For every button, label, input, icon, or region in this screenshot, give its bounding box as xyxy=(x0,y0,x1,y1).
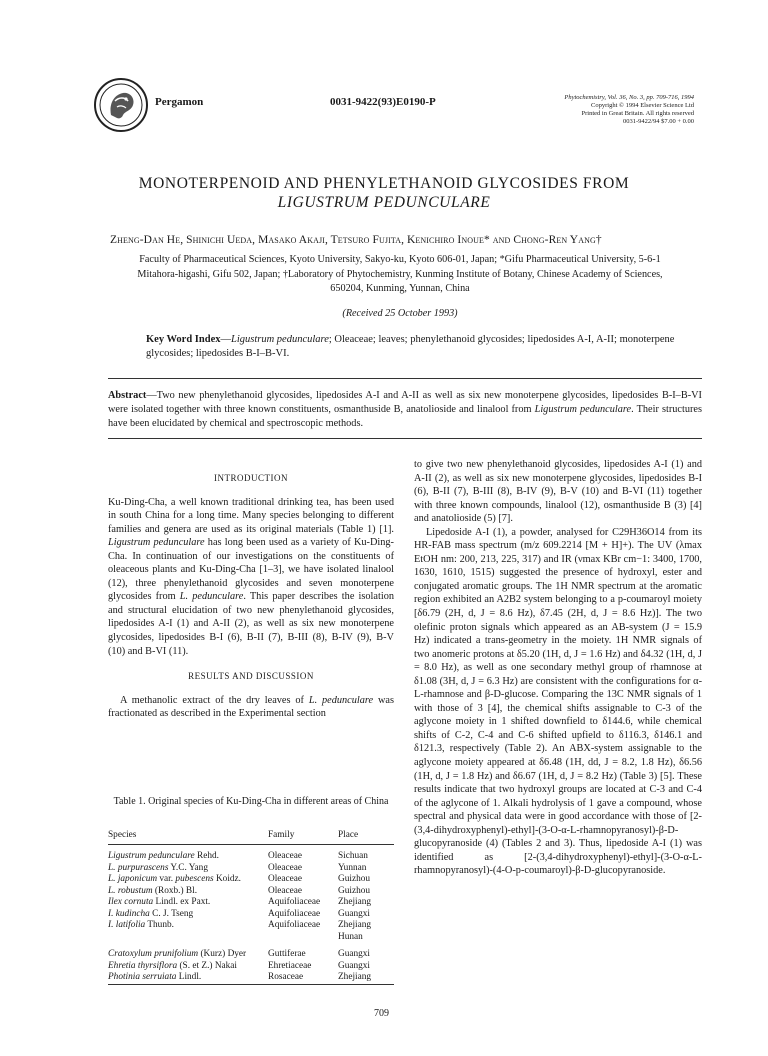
cell-place: Zhejiang xyxy=(338,920,372,930)
journal-info xyxy=(480,94,694,126)
species-genus: Photinia serruiata xyxy=(108,972,177,982)
right-paragraph-2: Lipedoside A-I (1), a powder, analysed for C29H36O14 from its HR-FAB mass spectrum (m/z 609.2214 [M + H]+). The UV (λmax EtOH nm: 200, 213, 225, 317) and IR (νmax KBr cm−1: 3400, 1700, 1630, 1610, 1515) suggested the presence of hydroxyl, ester and conjugated aromatic groups. The 1H NMR spectrum at the aromatic region exhibited an A2B2 system belonging to a p-coumaroyl moiety [δ6.79 (2H, d, J = 8.6 Hz), δ7.45 (2H, d, J = 8.6 Hz)]. The two olefinic proton signals which appeared as an AB-system (J = 15.9 Hz) indicated a trans-geometry in the moiety. 1H NMR signals of two anomeric protons at δ5.20 (1H, d, J = 1.6 Hz) and δ4.32 (1H, d, J = 8.0 Hz), as well as one secondary methyl group of rhamnose at δ1.08 (3H, d, J = 6.3 Hz) are consistent with the configurations for α-L-rhamnose and β-D-glucose. Comparing the 13C NMR signals of 1 with those of 3 [4], the chemical shifts assignable to C-3 of the aglycone moiety in 1 shifted downfield to δ144.6, while chemical shifts of C-2, C-4 and C-6 shifted upfield to δ116.3, δ146.1 and δ121.3, respectively (Table 2). An ABX-system assignable to the aglycone moiety appeared at δ6.48 (1H, dd, J = 8.2, 1.8 Hz), δ6.56 (1H, d, J = 1.8 Hz) and δ6.67 (1H, d, J = 8.2 Hz) (Table 3) [5]. These results indicate that two hydroxyl groups are located at C-3 and C-4 of the aglycone of 1. Alkali hydrolysis of 1 gave a compound, whose spectral and physical data were in good accordance with those of [2-(3,4-dihydroxyphenyl)-ethyl]-(3-O-α-L-rhamnopyranosyl)-β-D-glucopyranoside (4) (Tables 2 and 3). Thus, lipedoside A-I (1) was identified as [2-(3,4-dihydroxyphenyl)-ethyl]-(3-O-α-L-rhamnopyranosyl)-(4-O-p-coumaroyl)-β-D-glucopyranoside. xyxy=(414,526,702,877)
title-line-2: LIGUSTRUM PEDUNCULARE xyxy=(277,194,491,211)
results-species: L. pedunculare xyxy=(308,694,374,706)
cell-species xyxy=(108,897,268,909)
cell-species xyxy=(108,972,268,984)
col-header-species: Species xyxy=(108,826,268,845)
intro-text-1: Ku-Ding-Cha, a well known traditional drinking tea, has been used in south China for a long time. Many species belonging to different families and genera are used as its original materials (Table 1) [1]. xyxy=(108,496,394,535)
species-author: Y.C. Yang xyxy=(168,862,208,873)
left-column xyxy=(108,472,394,721)
species-genus: Ehretia thyrsiflora xyxy=(108,960,178,971)
page-number: 709 xyxy=(374,1008,389,1019)
cell-place: Hunan xyxy=(338,931,363,942)
cell-family: Aquifoliaceae xyxy=(268,897,321,907)
cell-place: Zhejiang xyxy=(338,897,372,907)
species-genus: L. purpurascens xyxy=(108,862,169,873)
cell-family: Aquifoliaceae xyxy=(268,908,321,919)
species-author: Thunb. xyxy=(145,920,174,930)
table-row xyxy=(108,943,394,961)
table-row xyxy=(108,920,394,932)
abstract xyxy=(108,389,702,431)
species-table xyxy=(108,826,394,985)
species-genus: Ligustrum pedunculare xyxy=(108,851,195,861)
cell-place: Zhejiang xyxy=(338,972,394,984)
table-caption: Table 1. Original species of Ku-Ding-Cha in different areas of China xyxy=(113,796,389,807)
species-author: (Kurz) Dyer xyxy=(198,949,247,959)
cell-family: Oleaceae xyxy=(268,862,303,873)
species-author: Lindl. xyxy=(176,972,202,982)
table-row xyxy=(108,972,394,984)
received-date: (Received 25 October 1993) xyxy=(342,308,458,319)
species-genus: L. robustum xyxy=(108,885,153,896)
journal-copyright: Copyright © 1994 Elsevier Science Ltd xyxy=(591,102,694,109)
cell-species xyxy=(108,961,268,973)
article-title xyxy=(90,174,678,212)
species-author: Rehd. xyxy=(194,851,219,861)
species-genus: I. kudincha xyxy=(108,908,150,919)
cell-place: Guizhou xyxy=(338,885,371,896)
abstract-bottom-rule xyxy=(108,438,702,439)
table-row xyxy=(108,909,394,921)
author-list: Zheng-Dan He, Shinichi Ueda, Masako Akaji, Tetsuro Fujita, Kenichiro Inoue* and Chong-Ren Yang† xyxy=(110,234,602,246)
results-text-1: A methanolic extract of the dry leaves of xyxy=(120,694,309,706)
cell-place: Yunnan xyxy=(338,862,367,873)
introduction-heading: INTRODUCTION xyxy=(214,473,288,483)
cell-family: Aquifoliaceae xyxy=(268,920,321,930)
cell-family: Oleaceae xyxy=(268,874,303,884)
species-author: Lindl. ex Paxt. xyxy=(153,897,211,907)
cell-species xyxy=(108,932,268,944)
cell-family xyxy=(268,932,338,944)
species-genus: Cratoxylum prunifolium xyxy=(108,949,199,959)
table-row xyxy=(108,961,394,973)
species-author: (Roxb.) Bl. xyxy=(152,885,198,896)
cell-species xyxy=(108,863,268,875)
publisher-name: Pergamon xyxy=(155,96,204,108)
species-genus: I. latifolia xyxy=(108,920,146,930)
introduction-paragraph xyxy=(108,496,394,659)
col-header-place: Place xyxy=(338,826,394,845)
keyword-dash: — xyxy=(220,334,231,345)
journal-printed: Printed in Great Britain. All rights reserved xyxy=(581,110,694,117)
cell-family: Ehretiaceae xyxy=(268,960,312,971)
species-author-2: Koidz. xyxy=(213,874,242,884)
intro-species-1: Ligustrum pedunculare xyxy=(108,537,205,549)
received-value: 25 October 1993 xyxy=(382,308,455,319)
abstract-label: Abstract xyxy=(108,390,147,401)
keyword-terms: ; Oleaceae; leaves; phenylethanoid glycosides; lipedosides A-I, A-II; monoterpene glycosides; lipedosides B-I–B-VI. xyxy=(146,334,675,359)
publisher-logo xyxy=(93,77,149,133)
affiliation-line-2: Mitahora-higashi, Gifu 502, Japan; †Laboratory of Phytochemistry, Kunming Institute of Botany, Chinese Academy of Sciences, xyxy=(137,268,663,280)
abstract-text-1: —Two new phenylethanoid glycosides, lipedosides A-I and A-II as well as six new monoterpene glycosides, lipedosides B-I–B-VI were isolated together with three known constituents, osmanthuside B, anatolioside and linalool from xyxy=(108,390,702,415)
table-row xyxy=(108,863,394,875)
cell-place: Guangxi xyxy=(338,949,371,959)
title-line-1: MONOTERPENOID AND PHENYLETHANOID GLYCOSIDES FROM xyxy=(138,175,630,192)
table-row xyxy=(108,897,394,909)
results-paragraph xyxy=(108,694,394,721)
results-text-2: was fractionated as described in the Experimental section xyxy=(108,694,395,720)
species-author: C. J. Tseng xyxy=(149,908,194,919)
cell-species xyxy=(108,943,268,961)
affiliation-line-3: 650204, Kunming, Yunnan, China xyxy=(330,283,470,294)
cell-place: Guangxi xyxy=(338,960,371,971)
table-row xyxy=(108,845,394,863)
species-author: (S. et Z.) Nakai xyxy=(177,960,238,971)
right-column xyxy=(414,458,702,878)
cell-species xyxy=(108,909,268,921)
cell-place: Guizhou xyxy=(338,874,371,884)
abstract-text-2: . Their structures have been elucidated by chemical and spectroscopic methods. xyxy=(108,404,702,429)
table-row xyxy=(108,874,394,886)
species-genus: L. japonicum xyxy=(108,874,158,884)
intro-text-2: has long been used as a variety of Ku-Ding-Cha. In continuation of our investigations on the constituents of oleaceous plants and Ku-Ding-Cha [1–3], we have isolated linalool (12), three phenylethanoid glycosides and seven monoterpene glycosides from xyxy=(108,537,394,603)
species-genus: Ilex cornuta xyxy=(108,897,154,907)
table-row xyxy=(108,886,394,898)
col-header-family: Family xyxy=(268,826,338,845)
results-heading: RESULTS AND DISCUSSION xyxy=(188,671,314,682)
received-label: Received xyxy=(345,308,383,319)
keyword-index xyxy=(146,333,676,361)
affiliations xyxy=(110,253,690,297)
keyword-species: Ligustrum pedunculare xyxy=(230,334,329,345)
abstract-top-rule xyxy=(108,378,702,379)
intro-text-3: . This paper describes the isolation and structural elucidation of two new phenylethanoid glycosides, lipedosides A-I (1) and A-II (2), as well as six new monoterpene glycosides, lipedosides B-I (6), B-II (7), B-III (8), B-IV (9), B-V (10) and B-VI (11). xyxy=(108,591,395,657)
right-paragraph-1: to give two new phenylethanoid glycosides, lipedosides A-I (1) and A-II (2), as well as six new monoterpene glycosides, lipedosides B-I (6), B-II (7), B-III (8), B-IV (9), B-V (10) and B-VI (11) together with three known compounds, linalool (12), osmanthuside B (3) [4] and anatolioside (5) [7]. xyxy=(414,459,702,525)
species-author: var. xyxy=(157,874,176,884)
journal-price: 0031-9422/94 $7.00 + 0.00 xyxy=(622,118,694,125)
journal-citation: Phytochemistry, Vol. 36, No. 3, pp. 709-716, 1994 xyxy=(564,94,694,101)
cell-place: Sichuan xyxy=(338,851,368,861)
species-variety: pubescens xyxy=(175,874,214,884)
affiliation-line-1: Faculty of Pharmaceutical Sciences, Kyoto University, Sakyo-ku, Kyoto 606-01, Japan; *Gifu Pharmaceutical University, 5-6-1 xyxy=(139,254,661,265)
doi-code: 0031-9422(93)E0190-P xyxy=(330,96,436,108)
abstract-species: Ligustrum pedunculare xyxy=(534,404,632,415)
cell-species xyxy=(108,845,268,863)
cell-family: Oleaceae xyxy=(268,885,303,896)
cell-species xyxy=(108,920,268,932)
cell-family: Guttiferae xyxy=(268,949,306,959)
cell-family: Rosaceae xyxy=(268,972,338,984)
cell-species xyxy=(108,886,268,898)
keyword-label: Key Word Index xyxy=(146,334,221,345)
cell-family: Oleaceae xyxy=(268,851,303,861)
cell-place: Guangxi xyxy=(338,908,371,919)
intro-species-2: L. pedunculare xyxy=(179,591,244,603)
cell-species xyxy=(108,874,268,886)
table-row xyxy=(108,932,394,944)
